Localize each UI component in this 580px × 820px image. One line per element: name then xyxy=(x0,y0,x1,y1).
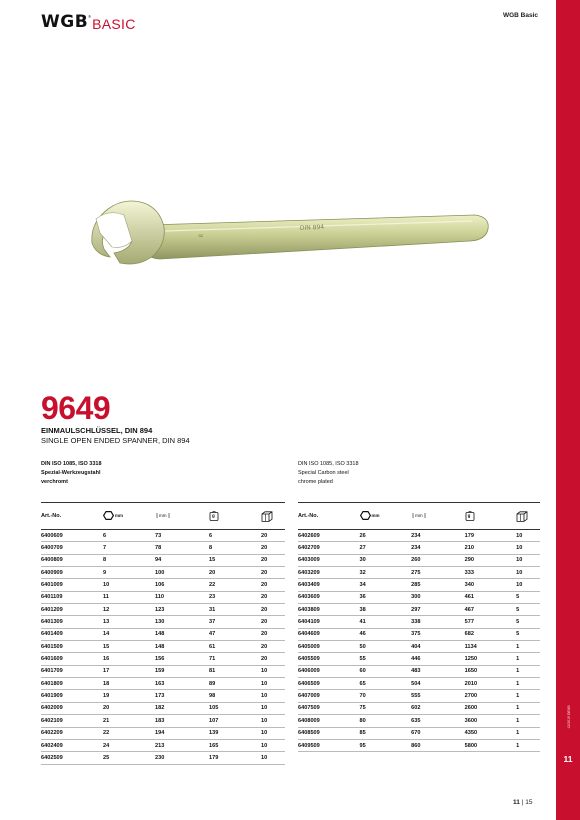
cell-weight: 31 xyxy=(209,604,261,616)
table-row xyxy=(41,554,285,566)
header-length: mm xyxy=(411,503,465,530)
open-ended-spanner-image xyxy=(90,193,490,273)
cell-length: 860 xyxy=(411,739,465,751)
spec-finish-de: verchromt xyxy=(41,479,68,485)
table-row xyxy=(298,554,540,566)
cell-package-qty: 10 xyxy=(261,739,285,751)
cell-size: 16 xyxy=(103,653,155,665)
logo-wgb: WGB xyxy=(41,12,89,32)
cell-package-qty: 1 xyxy=(516,678,540,690)
cell-size: 17 xyxy=(103,665,155,677)
cell-size: 14 xyxy=(103,628,155,640)
cell-art-no: 6403009 xyxy=(298,554,360,566)
cell-weight: 6 xyxy=(209,530,261,542)
page-separator: | xyxy=(521,799,524,806)
cell-art-no: 6400909 xyxy=(41,567,103,579)
cell-art-no: 6405509 xyxy=(298,653,360,665)
cell-weight: 139 xyxy=(209,727,261,739)
cell-size: 8 xyxy=(103,554,155,566)
cell-weight: 3600 xyxy=(465,715,517,727)
cell-package-qty: 10 xyxy=(261,665,285,677)
cell-package-qty: 1 xyxy=(516,702,540,714)
package-icon xyxy=(516,511,528,522)
cell-art-no: 6409509 xyxy=(298,739,360,751)
cell-size: 11 xyxy=(103,591,155,603)
table-row xyxy=(41,530,285,542)
table-body-right xyxy=(298,530,540,752)
cell-length: 234 xyxy=(411,530,465,542)
cell-weight: 107 xyxy=(209,715,261,727)
cell-package-qty: 10 xyxy=(516,554,540,566)
cell-art-no: 6406009 xyxy=(298,665,360,677)
spec-block-de xyxy=(41,460,102,487)
cell-size: 38 xyxy=(360,604,412,616)
cell-size: 13 xyxy=(103,616,155,628)
header-art-no: Art.-No. xyxy=(41,503,103,530)
cell-weight: 682 xyxy=(465,628,517,640)
header-brand-text: WGB Basic xyxy=(502,12,538,19)
cell-size: 65 xyxy=(360,678,412,690)
table-row xyxy=(41,542,285,554)
cell-length: 375 xyxy=(411,628,465,640)
cell-package-qty: 10 xyxy=(261,727,285,739)
cell-size: 85 xyxy=(360,727,412,739)
cell-length: 100 xyxy=(155,567,209,579)
cell-size: 27 xyxy=(360,542,412,554)
cell-package-qty: 10 xyxy=(516,530,540,542)
cell-package-qty: 20 xyxy=(261,579,285,591)
table-row xyxy=(41,653,285,665)
table-row xyxy=(298,727,540,739)
table-row xyxy=(41,628,285,640)
cell-size: 9 xyxy=(103,567,155,579)
table-row xyxy=(298,591,540,603)
spec-standard-de: DIN ISO 1085, ISO 3318 xyxy=(41,461,102,467)
cell-length: 404 xyxy=(411,641,465,653)
cell-package-qty: 10 xyxy=(261,752,285,764)
table-row xyxy=(298,641,540,653)
cell-weight: 61 xyxy=(209,641,261,653)
cell-size: 50 xyxy=(360,641,412,653)
cell-package-qty: 10 xyxy=(261,715,285,727)
cell-size: 25 xyxy=(103,752,155,764)
cell-length: 670 xyxy=(411,727,465,739)
page-number xyxy=(513,799,532,806)
article-table-right xyxy=(298,502,540,752)
cell-length: 78 xyxy=(155,542,209,554)
cell-length: 213 xyxy=(155,739,209,751)
table-row xyxy=(41,715,285,727)
cell-size: 34 xyxy=(360,579,412,591)
cell-weight: 5800 xyxy=(465,739,517,751)
table-row xyxy=(298,567,540,579)
cell-size: 21 xyxy=(103,715,155,727)
cell-art-no: 6401709 xyxy=(41,665,103,677)
cell-length: 555 xyxy=(411,690,465,702)
cell-art-no: 6401509 xyxy=(41,641,103,653)
cell-art-no: 6402009 xyxy=(41,702,103,714)
cell-size: 6 xyxy=(103,530,155,542)
cell-size: 32 xyxy=(360,567,412,579)
cell-length: 173 xyxy=(155,690,209,702)
cell-length: 275 xyxy=(411,567,465,579)
cell-length: 182 xyxy=(155,702,209,714)
cell-length: 148 xyxy=(155,628,209,640)
cell-art-no: 6404109 xyxy=(298,616,360,628)
cell-weight: 22 xyxy=(209,579,261,591)
cell-art-no: 6407509 xyxy=(298,702,360,714)
page-current: 11 xyxy=(513,799,520,806)
table-row xyxy=(298,616,540,628)
cell-weight: 4350 xyxy=(465,727,517,739)
header-package xyxy=(261,503,285,530)
cell-weight: 210 xyxy=(465,542,517,554)
cell-weight: 47 xyxy=(209,628,261,640)
cell-weight: 340 xyxy=(465,579,517,591)
table-row xyxy=(41,690,285,702)
logo-registered-mark: ® xyxy=(88,14,92,19)
cell-art-no: 6405009 xyxy=(298,641,360,653)
logo-basic: BASIC xyxy=(92,16,136,32)
table-row xyxy=(41,616,285,628)
svg-text:≈: ≈ xyxy=(197,231,204,240)
cell-weight: 2600 xyxy=(465,702,517,714)
header-length: mm xyxy=(155,503,209,530)
cell-weight: 15 xyxy=(209,554,261,566)
length-ruler-end xyxy=(167,513,171,518)
cell-art-no: 6403209 xyxy=(298,567,360,579)
cell-package-qty: 10 xyxy=(261,690,285,702)
cell-length: 156 xyxy=(155,653,209,665)
cell-package-qty: 1 xyxy=(516,715,540,727)
cell-package-qty: 20 xyxy=(261,616,285,628)
cell-weight: 179 xyxy=(465,530,517,542)
cell-package-qty: 20 xyxy=(261,653,285,665)
sidebar-small-text: 12/2019 DEUB xyxy=(567,705,571,729)
cell-length: 300 xyxy=(411,591,465,603)
cell-size: 22 xyxy=(103,727,155,739)
cell-length: 446 xyxy=(411,653,465,665)
cell-length: 338 xyxy=(411,616,465,628)
cell-weight: 2700 xyxy=(465,690,517,702)
table-row xyxy=(298,665,540,677)
table-row xyxy=(41,567,285,579)
cell-length: 130 xyxy=(155,616,209,628)
cell-art-no: 6408009 xyxy=(298,715,360,727)
cell-length: 110 xyxy=(155,591,209,603)
cell-package-qty: 20 xyxy=(261,530,285,542)
cell-size: 15 xyxy=(103,641,155,653)
length-ruler-end xyxy=(423,513,427,518)
cell-weight: 105 xyxy=(209,702,261,714)
cell-art-no: 6402709 xyxy=(298,542,360,554)
cell-size: 46 xyxy=(360,628,412,640)
cell-art-no: 6400609 xyxy=(41,530,103,542)
cell-length: 297 xyxy=(411,604,465,616)
cell-art-no: 6401309 xyxy=(41,616,103,628)
cell-weight: 179 xyxy=(209,752,261,764)
spec-finish-en: chrome plated xyxy=(298,479,333,485)
cell-package-qty: 20 xyxy=(261,554,285,566)
cell-length: 123 xyxy=(155,604,209,616)
cell-art-no: 6402209 xyxy=(41,727,103,739)
cell-length: 194 xyxy=(155,727,209,739)
cell-art-no: 6401009 xyxy=(41,579,103,591)
cell-package-qty: 20 xyxy=(261,591,285,603)
cell-art-no: 6403409 xyxy=(298,579,360,591)
table-row xyxy=(298,542,540,554)
cell-weight: 81 xyxy=(209,665,261,677)
cell-package-qty: 1 xyxy=(516,739,540,751)
cell-art-no: 6402109 xyxy=(41,715,103,727)
cell-size: 95 xyxy=(360,739,412,751)
cell-package-qty: 10 xyxy=(516,579,540,591)
cell-weight: 23 xyxy=(209,591,261,603)
product-number: 9649 xyxy=(41,390,111,426)
cell-weight: 333 xyxy=(465,567,517,579)
cell-art-no: 6402509 xyxy=(41,752,103,764)
hex-size-icon xyxy=(103,511,114,520)
table-row xyxy=(41,739,285,751)
cell-package-qty: 20 xyxy=(261,542,285,554)
table-row xyxy=(41,727,285,739)
cell-art-no: 6400809 xyxy=(41,554,103,566)
table-row xyxy=(298,690,540,702)
product-title-de: EINMAULSCHLÜSSEL, DIN 894 xyxy=(41,426,153,435)
table-header-row xyxy=(41,503,285,530)
cell-length: 183 xyxy=(155,715,209,727)
cell-length: 602 xyxy=(411,702,465,714)
cell-size: 36 xyxy=(360,591,412,603)
spec-material-de: Spezial-Werkzeugstahl xyxy=(41,470,101,476)
table-row xyxy=(41,579,285,591)
table-row xyxy=(298,678,540,690)
cell-art-no: 6401909 xyxy=(41,690,103,702)
header-size: mm xyxy=(103,503,155,530)
table-row xyxy=(41,665,285,677)
sidebar-page-number: 11 xyxy=(563,754,573,764)
table-row xyxy=(298,579,540,591)
cell-size: 26 xyxy=(360,530,412,542)
table-row xyxy=(41,591,285,603)
cell-art-no: 6401809 xyxy=(41,678,103,690)
header-art-no: Art.-No. xyxy=(298,503,360,530)
cell-weight: 37 xyxy=(209,616,261,628)
cell-weight: 461 xyxy=(465,591,517,603)
cell-length: 94 xyxy=(155,554,209,566)
cell-size: 19 xyxy=(103,690,155,702)
cell-size: 75 xyxy=(360,702,412,714)
product-title-en: SINGLE OPEN ENDED SPANNER, DIN 894 xyxy=(41,436,190,445)
header-weight xyxy=(465,503,517,530)
cell-weight: 1650 xyxy=(465,665,517,677)
cell-package-qty: 1 xyxy=(516,665,540,677)
cell-length: 483 xyxy=(411,665,465,677)
cell-length: 159 xyxy=(155,665,209,677)
cell-weight: 577 xyxy=(465,616,517,628)
cell-size: 80 xyxy=(360,715,412,727)
cell-art-no: 6401409 xyxy=(41,628,103,640)
spec-block-en xyxy=(298,460,359,487)
header-size: mm xyxy=(360,503,412,530)
wgb-basic-logo xyxy=(41,14,136,31)
cell-size: 24 xyxy=(103,739,155,751)
cell-art-no: 6403609 xyxy=(298,591,360,603)
cell-length: 230 xyxy=(155,752,209,764)
cell-size: 41 xyxy=(360,616,412,628)
svg-text:DIN 894: DIN 894 xyxy=(299,223,325,232)
cell-weight: 1250 xyxy=(465,653,517,665)
cell-art-no: 6407009 xyxy=(298,690,360,702)
cell-package-qty: 20 xyxy=(261,604,285,616)
cell-weight: 1134 xyxy=(465,641,517,653)
table-row xyxy=(298,530,540,542)
cell-size: 10 xyxy=(103,579,155,591)
cell-length: 73 xyxy=(155,530,209,542)
cell-package-qty: 1 xyxy=(516,727,540,739)
cell-art-no: 6406509 xyxy=(298,678,360,690)
cell-weight: 89 xyxy=(209,678,261,690)
cell-size: 70 xyxy=(360,690,412,702)
cell-art-no: 6401109 xyxy=(41,591,103,603)
header-package xyxy=(516,503,540,530)
cell-weight: 98 xyxy=(209,690,261,702)
cell-package-qty: 20 xyxy=(261,628,285,640)
weight-unit: g xyxy=(212,512,215,518)
table-row xyxy=(41,678,285,690)
cell-weight: 20 xyxy=(209,567,261,579)
table-row xyxy=(298,739,540,751)
table-body-left xyxy=(41,530,285,765)
table-row xyxy=(41,604,285,616)
cell-art-no: 6401609 xyxy=(41,653,103,665)
cell-length: 106 xyxy=(155,579,209,591)
table-row xyxy=(298,702,540,714)
cell-weight: 71 xyxy=(209,653,261,665)
table-row xyxy=(298,604,540,616)
cell-package-qty: 5 xyxy=(516,591,540,603)
cell-package-qty: 20 xyxy=(261,641,285,653)
cell-size: 55 xyxy=(360,653,412,665)
cell-art-no: 6400709 xyxy=(41,542,103,554)
header-weight xyxy=(209,503,261,530)
table-row xyxy=(298,628,540,640)
table-row xyxy=(298,653,540,665)
article-table-left xyxy=(41,502,285,765)
cell-size: 30 xyxy=(360,554,412,566)
cell-size: 12 xyxy=(103,604,155,616)
cell-weight: 165 xyxy=(209,739,261,751)
cell-length: 635 xyxy=(411,715,465,727)
cell-art-no: 6403809 xyxy=(298,604,360,616)
cell-length: 504 xyxy=(411,678,465,690)
cell-package-qty: 10 xyxy=(516,542,540,554)
cell-weight: 2010 xyxy=(465,678,517,690)
cell-length: 260 xyxy=(411,554,465,566)
cell-size: 60 xyxy=(360,665,412,677)
cell-art-no: 6404609 xyxy=(298,628,360,640)
cell-package-qty: 5 xyxy=(516,604,540,616)
cell-length: 163 xyxy=(155,678,209,690)
spec-standard-en: DIN ISO 1085, ISO 3318 xyxy=(298,461,359,467)
hex-size-icon xyxy=(360,511,371,520)
cell-art-no: 6408509 xyxy=(298,727,360,739)
cell-size: 7 xyxy=(103,542,155,554)
spec-material-en: Special Carbon steel xyxy=(298,470,349,476)
table-row xyxy=(298,715,540,727)
page-total: 15 xyxy=(525,799,533,806)
cell-package-qty: 10 xyxy=(261,678,285,690)
cell-weight: 290 xyxy=(465,554,517,566)
cell-weight: 467 xyxy=(465,604,517,616)
cell-size: 20 xyxy=(103,702,155,714)
cell-weight: 8 xyxy=(209,542,261,554)
table-header-row xyxy=(298,503,540,530)
table-row xyxy=(41,702,285,714)
cell-package-qty: 5 xyxy=(516,616,540,628)
cell-package-qty: 10 xyxy=(261,702,285,714)
package-icon xyxy=(261,511,273,522)
cell-package-qty: 5 xyxy=(516,628,540,640)
cell-art-no: 6402609 xyxy=(298,530,360,542)
cell-art-no: 6401209 xyxy=(41,604,103,616)
cell-length: 148 xyxy=(155,641,209,653)
cell-package-qty: 20 xyxy=(261,567,285,579)
cell-size: 18 xyxy=(103,678,155,690)
cell-length: 234 xyxy=(411,542,465,554)
cell-package-qty: 1 xyxy=(516,641,540,653)
cell-package-qty: 1 xyxy=(516,653,540,665)
table-row xyxy=(41,641,285,653)
cell-art-no: 6402409 xyxy=(41,739,103,751)
weight-unit: g xyxy=(467,512,471,518)
cell-package-qty: 10 xyxy=(516,567,540,579)
cell-length: 285 xyxy=(411,579,465,591)
cell-package-qty: 1 xyxy=(516,690,540,702)
table-row xyxy=(41,752,285,764)
